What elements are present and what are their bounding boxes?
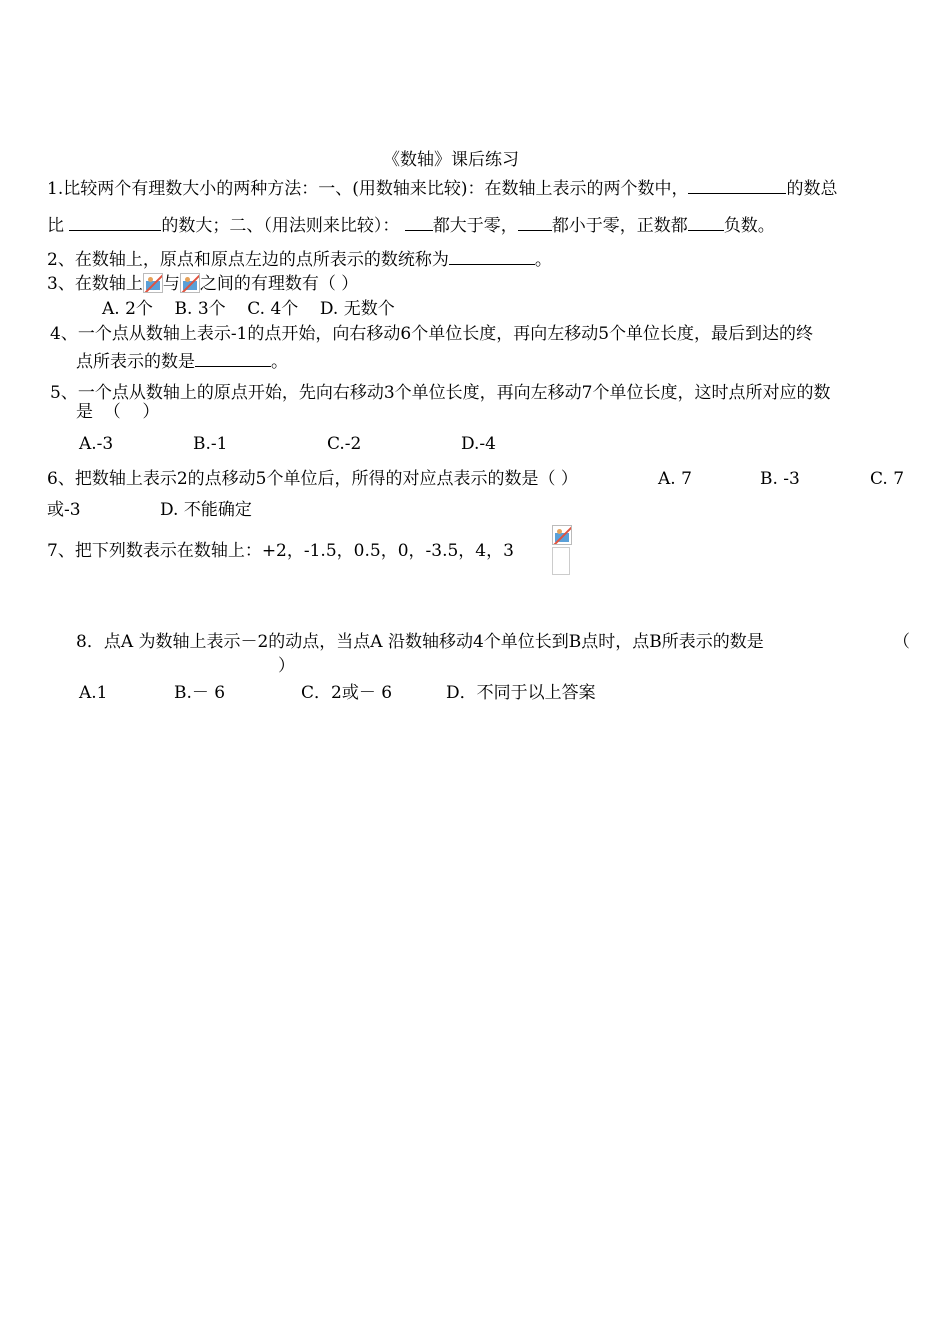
broken-image-icon [143, 273, 163, 293]
image-frame [552, 547, 570, 575]
q8-line1: 8．点A 为数轴上表示－2的动点，当点A 沿数轴移动4个单位长到B点时，点B所表示的数是 [76, 632, 764, 652]
q5-line1: 5、一个点从数轴上的原点开始，先向右移动3个单位长度，再向左移动7个单位长度，这时点所对应的数 [50, 383, 831, 403]
q8-paren-close: ） [278, 656, 295, 676]
q5-line2: 是 （ ） [76, 402, 160, 422]
q8-option-d: D．不同于以上答案 [446, 683, 596, 703]
q6-option-d: D. 不能确定 [160, 500, 252, 520]
q5-option-c: C.-2 [327, 434, 362, 454]
q2-blank[interactable] [449, 248, 535, 265]
q1-blank-5[interactable] [688, 214, 724, 231]
q6-line2: 或-3 [47, 500, 81, 520]
q1-blank-3[interactable] [405, 214, 433, 231]
broken-image-icon [552, 525, 572, 545]
q7: 7、把下列数表示在数轴上：+2，-1.5，0.5，0，-3.5，4，3 [47, 541, 514, 561]
q6-option-b: B. -3 [760, 469, 800, 489]
q4-line1: 4、一个点从数轴上表示-1的点开始，向右移动6个单位长度，再向左移动5个单位长度，最后到达的终 [50, 324, 814, 344]
q6-option-a: A. 7 [658, 469, 692, 489]
q4-line2: 点所表示的数是 。 [76, 352, 288, 372]
q4-blank[interactable] [195, 350, 271, 367]
q1-blank-2[interactable] [69, 214, 161, 231]
q1-blank-4[interactable] [518, 214, 552, 231]
q1-line2: 比 的数大；二、（用法则来比较）： 都大于零， 都小于零，正数都 负数。 [47, 216, 775, 236]
q5-option-b: B.-1 [193, 434, 228, 454]
page-title: 《数轴》课后练习 [383, 150, 519, 170]
q8-paren-open: （ [893, 632, 910, 652]
q6-option-c: C. 7 [870, 469, 905, 489]
q8-option-b: B.－ 6 [174, 683, 226, 703]
q7-image [552, 525, 570, 575]
broken-image-icon [180, 273, 200, 293]
q3-options: A. 2个 B. 3个 C. 4个 D. 无数个 [102, 299, 395, 319]
q2: 2、在数轴上，原点和原点左边的点所表示的数统称为 。 [47, 250, 552, 270]
q5-option-d: D.-4 [461, 434, 496, 454]
q1-blank-1[interactable] [688, 177, 786, 194]
q1-line1: 1.比较两个有理数大小的两种方法：一、(用数轴来比较)：在数轴上表示的两个数中， 的数总 [47, 179, 838, 199]
q6-line1: 6、把数轴上表示2的点移动5个单位后，所得的对应点表示的数是（ ） [47, 469, 578, 489]
q8-option-a: A.1 [79, 683, 108, 703]
q3: 3、在数轴上 与 之间的有理数有（ ） [47, 274, 359, 294]
q5-option-a: A.-3 [79, 434, 114, 454]
q8-option-c: C．2或－ 6 [301, 683, 393, 703]
